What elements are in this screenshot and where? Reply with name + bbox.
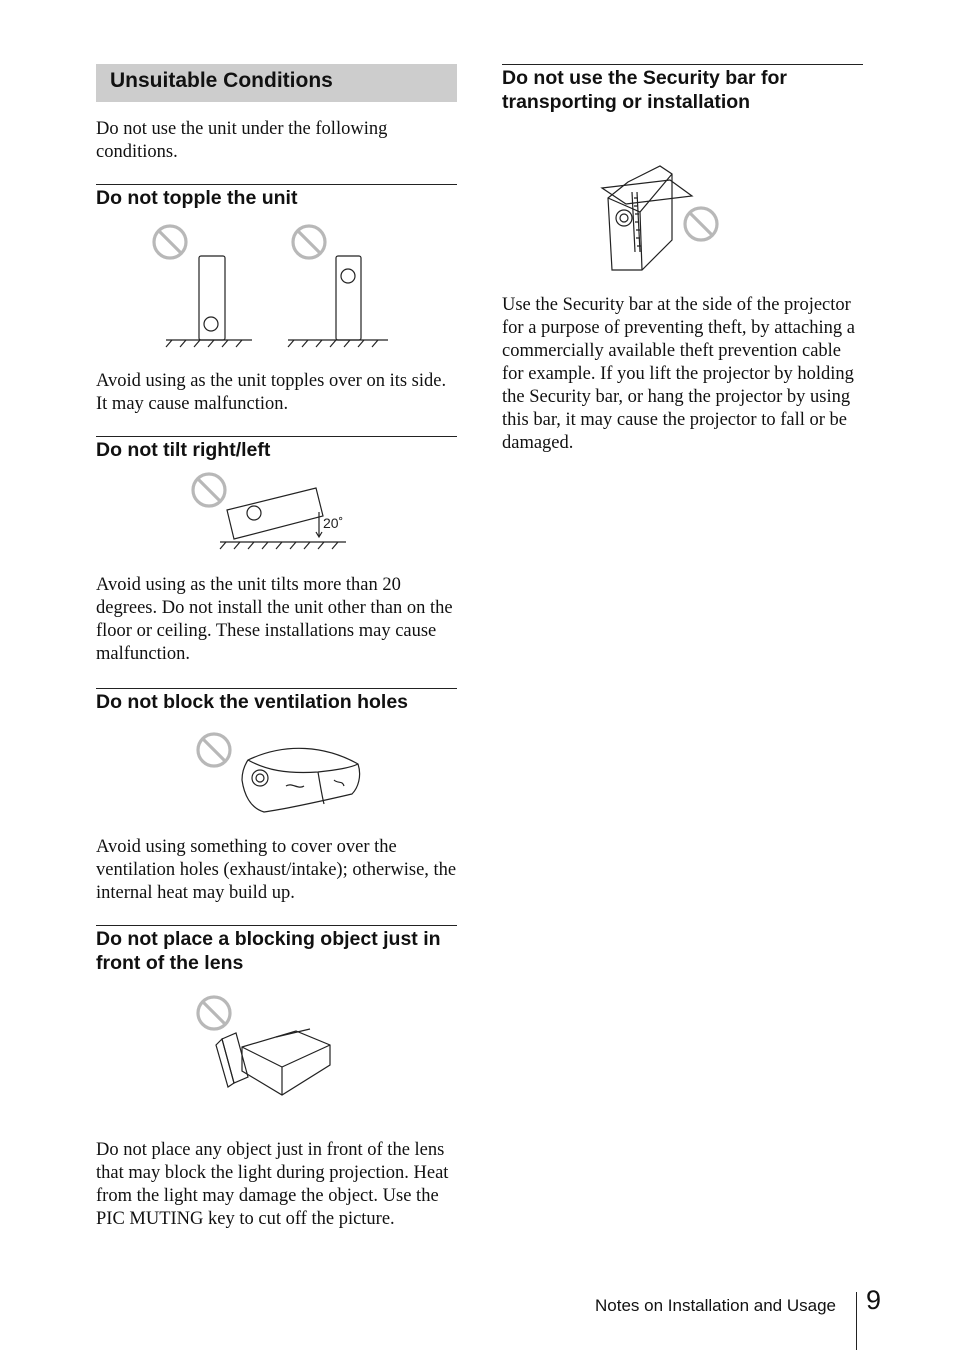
tilt-angle-label: 20˚ xyxy=(323,515,344,531)
tilt-illustration xyxy=(96,466,457,564)
ventilation-illustration xyxy=(96,724,457,832)
topple-heading: Do not topple the unit xyxy=(96,184,457,210)
ventilation-section xyxy=(96,688,457,905)
topple-section xyxy=(96,184,457,416)
section-intro: Do not use the unit under the following conditions. xyxy=(96,119,388,162)
tilt-heading: Do not tilt right/left xyxy=(96,436,457,462)
projector-on-side-icon xyxy=(166,256,252,347)
prohibition-icon xyxy=(198,997,230,1029)
left-column xyxy=(96,64,457,1231)
security-bar-illustration xyxy=(502,122,863,290)
footer-section-label: Notes on Installation and Usage xyxy=(595,1296,836,1315)
topple-illustration xyxy=(96,218,457,366)
prohibition-icon xyxy=(198,734,230,766)
security-bar-text: Use the Security bar at the side of the projector for a purpose of preventing theft, by attaching a commercially available theft prevention cable for example. If you lift the projector by holding the Security bar, or hang the projector by using this bar, it may cause the projector to fall or be damaged. xyxy=(502,295,855,453)
right-column xyxy=(502,64,863,455)
topple-text: Avoid using as the unit topples over on its side. It may cause malfunction. xyxy=(96,371,447,414)
covered-projector-icon xyxy=(242,748,360,812)
security-bar-heading: Do not use the Security bar for transporting or installation xyxy=(502,64,863,114)
projector-on-end-icon xyxy=(288,256,388,347)
tilt-text: Avoid using as the unit tilts more than 20 degrees. Do not install the unit other than on the floor or ceiling. These installations may cause malfunction. xyxy=(96,575,453,664)
hanging-projector-icon xyxy=(602,166,692,270)
lens-heading: Do not place a blocking object just in front of the lens xyxy=(96,925,457,975)
prohibition-icon xyxy=(193,474,225,506)
page-number: 9 xyxy=(866,1285,882,1315)
ventilation-text: Avoid using something to cover over the ventilation holes (exhaust/intake); otherwise, the internal heat may build up. xyxy=(96,837,457,903)
footer-divider xyxy=(856,1292,857,1350)
security-bar-section xyxy=(502,64,863,455)
projector-with-blocking-object-icon xyxy=(216,1029,330,1095)
section-title: Unsuitable Conditions xyxy=(96,64,457,102)
lens-text: Do not place any object just in front of the lens that may block the light during projection. Heat from the light may damage the object. Use the PIC MUTING key to cut off the picture. xyxy=(96,1140,449,1229)
tilt-section xyxy=(96,436,457,666)
lens-section xyxy=(96,925,457,1231)
prohibition-icon xyxy=(154,226,186,258)
lens-illustration xyxy=(96,989,457,1125)
prohibition-icon xyxy=(293,226,325,258)
ventilation-heading: Do not block the ventilation holes xyxy=(96,688,457,714)
prohibition-icon xyxy=(685,208,717,240)
